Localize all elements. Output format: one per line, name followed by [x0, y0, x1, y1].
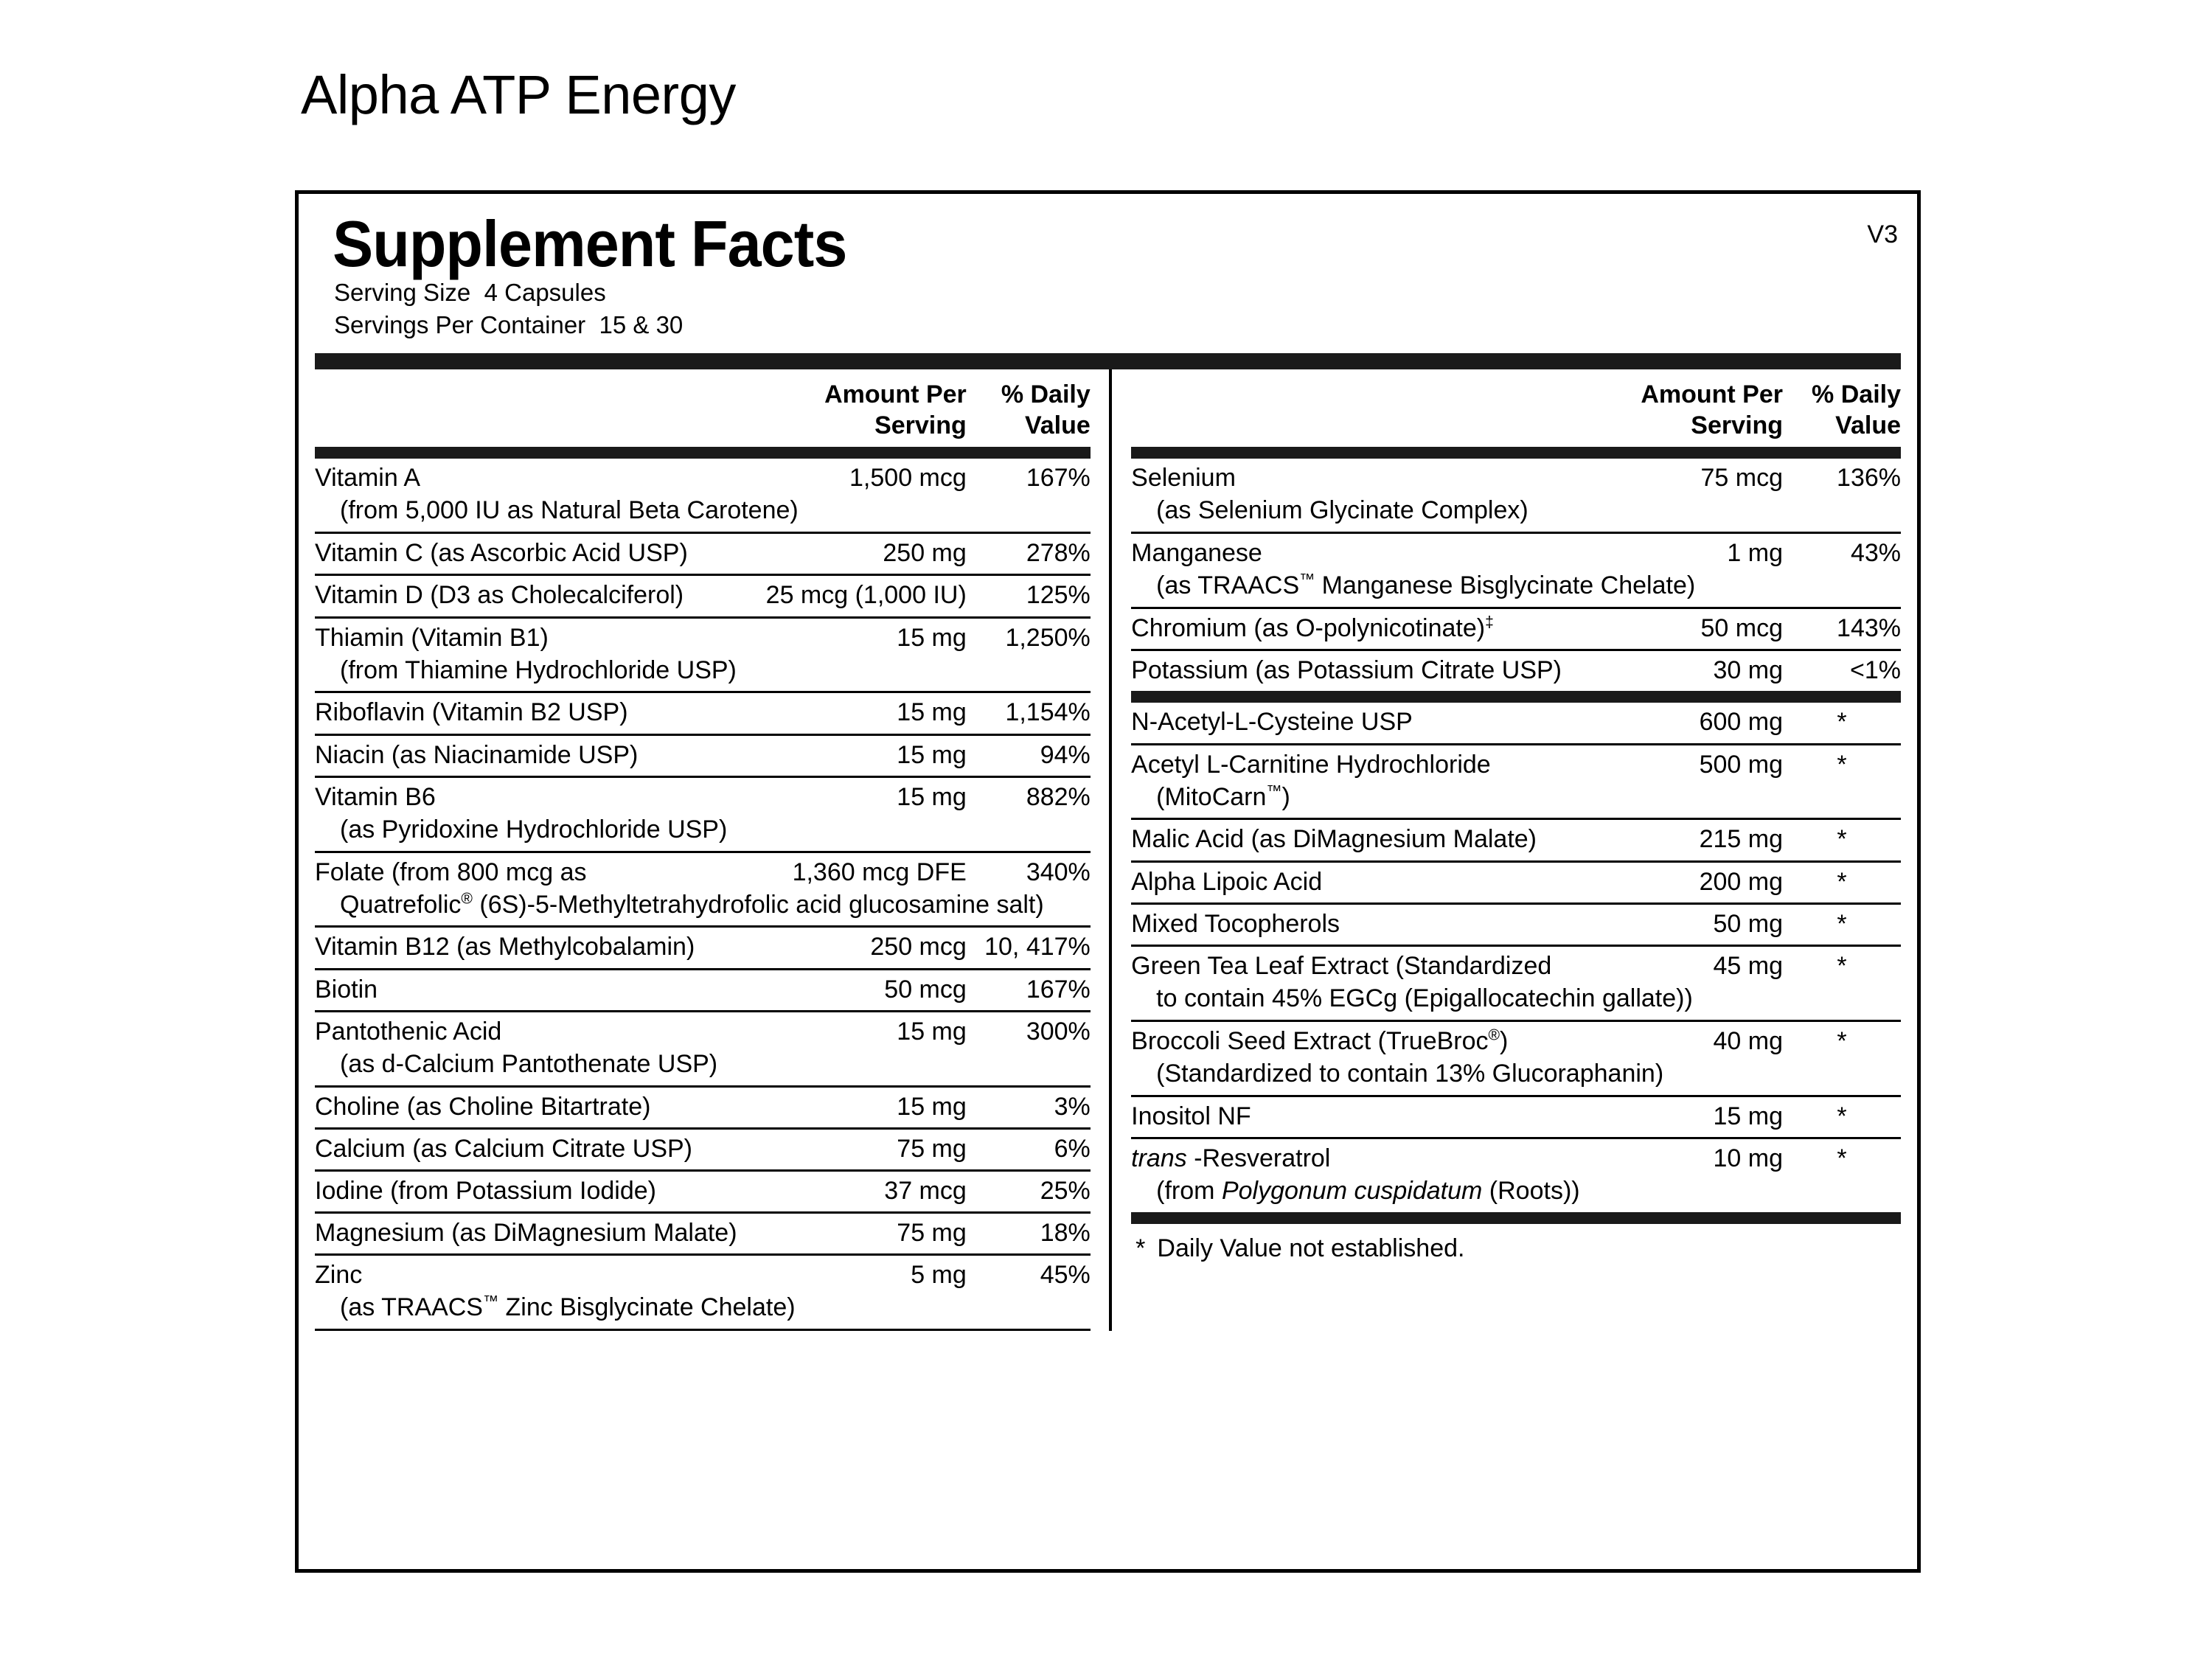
- nutrient-daily-value: 882%: [1026, 782, 1091, 811]
- nutrient-source-note: (from Polygonum cuspidatum (Roots)): [1156, 1176, 1580, 1205]
- nutrient-daily-value: 340%: [1026, 858, 1091, 886]
- nutrient-daily-value: 278%: [1026, 539, 1091, 568]
- serving-size-line: [334, 276, 1901, 309]
- nutrient-row-main: [1131, 1026, 1901, 1056]
- serving-size-value: 4 Capsules: [484, 279, 606, 306]
- nutrient-name: Chromium (as O-polynicotinate)‡: [1131, 613, 1494, 643]
- nutrient-row-main: [1131, 538, 1901, 568]
- table-row: [1131, 1020, 1901, 1095]
- nutrient-name: Pantothenic Acid: [315, 1017, 502, 1046]
- nutrient-name: Riboflavin (Vitamin B2 USP): [315, 698, 628, 727]
- header-rule-thick: [315, 353, 1901, 369]
- nutrient-daily-value: <1%: [1850, 656, 1901, 685]
- nutrient-row-main: [315, 463, 1091, 493]
- table-row: [315, 925, 1091, 967]
- nutrient-daily-value: 25%: [1040, 1176, 1091, 1205]
- nutrient-amount: 25 mcg (1,000 IU): [765, 581, 967, 610]
- nutrient-amount: 30 mg: [1713, 656, 1783, 685]
- nutrient-name: Thiamin (Vitamin B1): [315, 623, 549, 652]
- serving-label: Serving: [1691, 411, 1783, 439]
- nutrient-name: Potassium (as Potassium Citrate USP): [1131, 656, 1562, 685]
- nutrient-source-note: (Standardized to contain 13% Glucoraphanin): [1156, 1059, 1664, 1088]
- table-row: [315, 968, 1091, 1010]
- nutrient-amount: 50 mcg: [884, 975, 967, 1004]
- nutrient-columns: [315, 369, 1901, 1330]
- nutrient-row-main: [1131, 909, 1901, 939]
- nutrient-name: Green Tea Leaf Extract (Standardized: [1131, 951, 1552, 980]
- nutrient-amount: 45 mg: [1713, 951, 1783, 980]
- table-row: [1131, 1137, 1901, 1212]
- nutrient-row-main: [315, 623, 1091, 653]
- nutrient-source-note: (MitoCarn™): [1156, 782, 1290, 811]
- nutrient-name: Vitamin B12 (as Methylcobalamin): [315, 933, 695, 961]
- table-row: [1131, 607, 1901, 649]
- table-row: [315, 1211, 1091, 1253]
- nutrient-amount: 250 mcg: [870, 933, 967, 961]
- supplement-facts-panel: [295, 190, 1921, 1573]
- nutrient-amount: 75 mg: [897, 1218, 967, 1247]
- nutrient-row-main: [315, 932, 1091, 961]
- nutrient-row-main: [315, 1176, 1091, 1206]
- version-marker: V3: [1867, 220, 1898, 248]
- nutrient-source-note: (from Thiamine Hydrochloride USP): [340, 655, 737, 684]
- table-row: [1131, 743, 1901, 818]
- table-row: [315, 1085, 1091, 1127]
- servings-per-container-value: 15 & 30: [599, 311, 684, 339]
- table-row: [1131, 860, 1901, 902]
- nutrient-amount: 15 mg: [1713, 1102, 1783, 1130]
- nutrient-row-main: [315, 1134, 1091, 1164]
- table-row: [315, 1010, 1091, 1085]
- nutrient-name: trans -Resveratrol: [1131, 1144, 1331, 1172]
- page-title: Alpha ATP Energy: [301, 64, 736, 125]
- right-minerals-container: [1131, 459, 1901, 691]
- nutrient-amount: 200 mg: [1699, 867, 1783, 896]
- nutrient-source-note: (as TRAACS™ Manganese Bisglycinate Chelate): [1156, 571, 1696, 600]
- nutrient-row-main: [315, 538, 1091, 568]
- supplement-facts-heading: Supplement Facts: [333, 207, 847, 280]
- nutrient-row-main: [315, 698, 1091, 727]
- nutrient-row-main: [315, 1260, 1091, 1290]
- nutrient-name: Alpha Lipoic Acid: [1131, 867, 1323, 896]
- nutrient-row-main: [315, 580, 1091, 610]
- table-row: [315, 734, 1091, 776]
- left-column-headers: [315, 369, 1091, 447]
- nutrient-row-main: [1131, 951, 1901, 981]
- nutrient-source-note: (from 5,000 IU as Natural Beta Carotene): [340, 496, 799, 525]
- nutrient-row-main: [1131, 707, 1901, 737]
- nutrient-source-note: (as TRAACS™ Zinc Bisglycinate Chelate): [340, 1293, 796, 1322]
- nutrient-daily-value: *: [1837, 951, 1847, 980]
- serving-size-label: Serving Size: [334, 279, 471, 306]
- nutrient-daily-value: 94%: [1040, 740, 1091, 769]
- nutrient-name: Vitamin A: [315, 464, 421, 493]
- nutrient-source-note: to contain 45% EGCg (Epigallocatechin gallate)): [1156, 984, 1693, 1012]
- nutrient-row-main: [1131, 655, 1901, 685]
- nutrient-daily-value: 10, 417%: [984, 933, 1091, 961]
- nutrient-name: Vitamin C (as Ascorbic Acid USP): [315, 539, 688, 568]
- nutrient-amount: 50 mcg: [1700, 614, 1783, 643]
- nutrient-daily-value: 3%: [1054, 1092, 1091, 1121]
- nutrient-amount: 5 mg: [911, 1261, 967, 1289]
- footnote-star: *: [1135, 1234, 1146, 1262]
- table-row: [1131, 945, 1901, 1020]
- nutrient-name: Magnesium (as DiMagnesium Malate): [315, 1218, 737, 1247]
- nutrient-name: Vitamin B6: [315, 782, 436, 811]
- nutrient-amount: 15 mg: [897, 1017, 967, 1046]
- table-row: [315, 1253, 1091, 1329]
- nutrient-name: Folate (from 800 mcg as: [315, 858, 587, 886]
- nutrient-source-note: (as d-Calcium Pantothenate USP): [340, 1049, 718, 1078]
- nutrient-amount: 10 mg: [1713, 1144, 1783, 1172]
- nutrient-row-main: [1131, 867, 1901, 897]
- servings-per-container-label: Servings Per Container: [334, 311, 586, 339]
- nutrient-amount: 15 mg: [897, 740, 967, 769]
- nutrient-name: Manganese: [1131, 539, 1262, 568]
- amount-per-label: Amount Per: [1641, 380, 1783, 409]
- right-section-divider-rule: [1131, 691, 1901, 703]
- nutrient-row-main: [315, 1218, 1091, 1248]
- nutrient-source-note: (as Selenium Glycinate Complex): [1156, 496, 1528, 525]
- nutrient-daily-value: *: [1837, 867, 1847, 896]
- nutrient-name: Vitamin D (D3 as Cholecalciferol): [315, 581, 684, 610]
- nutrient-daily-value: 300%: [1026, 1017, 1091, 1046]
- nutrient-row-main: [1131, 750, 1901, 779]
- right-column-header-rule: [1131, 447, 1901, 459]
- nutrient-name: Acetyl L-Carnitine Hydrochloride: [1131, 750, 1491, 779]
- table-row: [315, 776, 1091, 851]
- nutrient-row-main: [1131, 1102, 1901, 1131]
- nutrient-name: Biotin: [315, 975, 378, 1004]
- nutrient-amount: 1,500 mcg: [849, 464, 967, 493]
- footnote-text: Daily Value not established.: [1157, 1234, 1465, 1262]
- nutrient-amount: 600 mg: [1699, 708, 1783, 737]
- table-row: [1131, 902, 1901, 945]
- nutrient-amount: 15 mg: [897, 1092, 967, 1121]
- nutrient-amount: 15 mg: [897, 698, 967, 727]
- nutrient-amount: 500 mg: [1699, 750, 1783, 779]
- right-other-ingredients-container: [1131, 703, 1901, 1211]
- nutrient-row-main: [315, 858, 1091, 887]
- nutrient-daily-value: 136%: [1837, 464, 1901, 493]
- percent-daily-label: % Daily: [1812, 380, 1901, 409]
- left-column-bottom-rule: [315, 1329, 1091, 1331]
- nutrient-name: Iodine (from Potassium Iodide): [315, 1176, 656, 1205]
- table-row: [315, 1127, 1091, 1169]
- nutrient-amount: 1 mg: [1727, 539, 1783, 568]
- right-nutrient-column: [1119, 369, 1901, 1330]
- nutrient-amount: 75 mg: [897, 1134, 967, 1163]
- nutrient-daily-value: 143%: [1837, 614, 1901, 643]
- nutrient-name: Choline (as Choline Bitartrate): [315, 1092, 651, 1121]
- nutrient-name: Malic Acid (as DiMagnesium Malate): [1131, 825, 1537, 854]
- left-column-header-rule: [315, 447, 1091, 459]
- nutrient-daily-value: 45%: [1040, 1261, 1091, 1289]
- table-row: [315, 459, 1091, 532]
- nutrient-row-main: [1131, 613, 1901, 643]
- nutrient-row-main: [315, 1017, 1091, 1046]
- nutrient-daily-value: *: [1837, 1144, 1847, 1172]
- footnote: [1131, 1234, 1901, 1263]
- nutrient-daily-value: *: [1837, 708, 1847, 737]
- nutrient-daily-value: *: [1837, 750, 1847, 779]
- nutrient-name: Selenium: [1131, 464, 1236, 493]
- right-footer-rule: [1131, 1212, 1901, 1224]
- nutrient-daily-value: 125%: [1026, 581, 1091, 610]
- table-row: [315, 691, 1091, 733]
- table-row: [1131, 459, 1901, 532]
- nutrient-row-main: [315, 1092, 1091, 1121]
- table-row: [315, 1169, 1091, 1211]
- nutrient-row-main: [315, 782, 1091, 812]
- nutrient-daily-value: 18%: [1040, 1218, 1091, 1247]
- nutrient-amount: 1,360 mcg DFE: [792, 858, 967, 886]
- column-divider: [1101, 369, 1119, 1330]
- left-rows-container: [315, 459, 1091, 1331]
- nutrient-daily-value: *: [1837, 1026, 1847, 1055]
- left-nutrient-column: [315, 369, 1101, 1330]
- percent-daily-label: % Daily: [1001, 380, 1091, 409]
- nutrient-name: Broccoli Seed Extract (TrueBroc®): [1131, 1026, 1509, 1055]
- nutrient-amount: 250 mg: [883, 539, 967, 568]
- servings-per-container-line: [334, 309, 1901, 341]
- nutrient-daily-value: *: [1837, 825, 1847, 854]
- value-label: Value: [1024, 411, 1091, 439]
- nutrient-name: N-Acetyl-L-Cysteine USP: [1131, 708, 1413, 737]
- table-row: [315, 574, 1091, 616]
- nutrient-amount: 40 mg: [1713, 1026, 1783, 1055]
- nutrient-daily-value: 6%: [1054, 1134, 1091, 1163]
- nutrient-row-main: [1131, 1144, 1901, 1173]
- nutrient-amount: 37 mcg: [884, 1176, 967, 1205]
- table-row: [1131, 532, 1901, 607]
- nutrient-source-note: Quatrefolic® (6S)-5-Methyltetrahydrofolic acid glucosamine salt): [340, 890, 1044, 919]
- nutrient-daily-value: 43%: [1850, 539, 1901, 568]
- nutrient-amount: 15 mg: [897, 623, 967, 652]
- nutrient-amount: 50 mg: [1713, 909, 1783, 938]
- nutrient-row-main: [315, 975, 1091, 1004]
- nutrient-name: Calcium (as Calcium Citrate USP): [315, 1134, 692, 1163]
- nutrient-daily-value: 1,250%: [1005, 623, 1091, 652]
- serving-label: Serving: [874, 411, 967, 439]
- nutrient-daily-value: 167%: [1026, 975, 1091, 1004]
- nutrient-name: Niacin (as Niacinamide USP): [315, 740, 639, 769]
- table-row: [1131, 703, 1901, 742]
- table-row: [315, 616, 1091, 692]
- nutrient-amount: 15 mg: [897, 782, 967, 811]
- table-row: [315, 532, 1091, 574]
- nutrient-amount: 75 mcg: [1700, 464, 1783, 493]
- nutrient-daily-value: *: [1837, 909, 1847, 938]
- nutrient-row-main: [315, 740, 1091, 770]
- nutrient-source-note: (as Pyridoxine Hydrochloride USP): [340, 815, 728, 844]
- nutrient-daily-value: 1,154%: [1005, 698, 1091, 727]
- right-column-headers: [1131, 369, 1901, 447]
- table-row: [1131, 818, 1901, 860]
- amount-per-label: Amount Per: [824, 380, 967, 409]
- nutrient-name: Inositol NF: [1131, 1102, 1251, 1130]
- nutrient-daily-value: 167%: [1026, 464, 1091, 493]
- table-row: [1131, 649, 1901, 691]
- nutrient-amount: 215 mg: [1699, 825, 1783, 854]
- nutrient-name: Mixed Tocopherols: [1131, 909, 1340, 938]
- table-row: [1131, 1095, 1901, 1137]
- nutrient-name: Zinc: [315, 1261, 363, 1289]
- nutrient-row-main: [1131, 463, 1901, 493]
- nutrient-daily-value: *: [1837, 1102, 1847, 1130]
- value-label: Value: [1835, 411, 1901, 439]
- nutrient-row-main: [1131, 824, 1901, 854]
- table-row: [315, 851, 1091, 926]
